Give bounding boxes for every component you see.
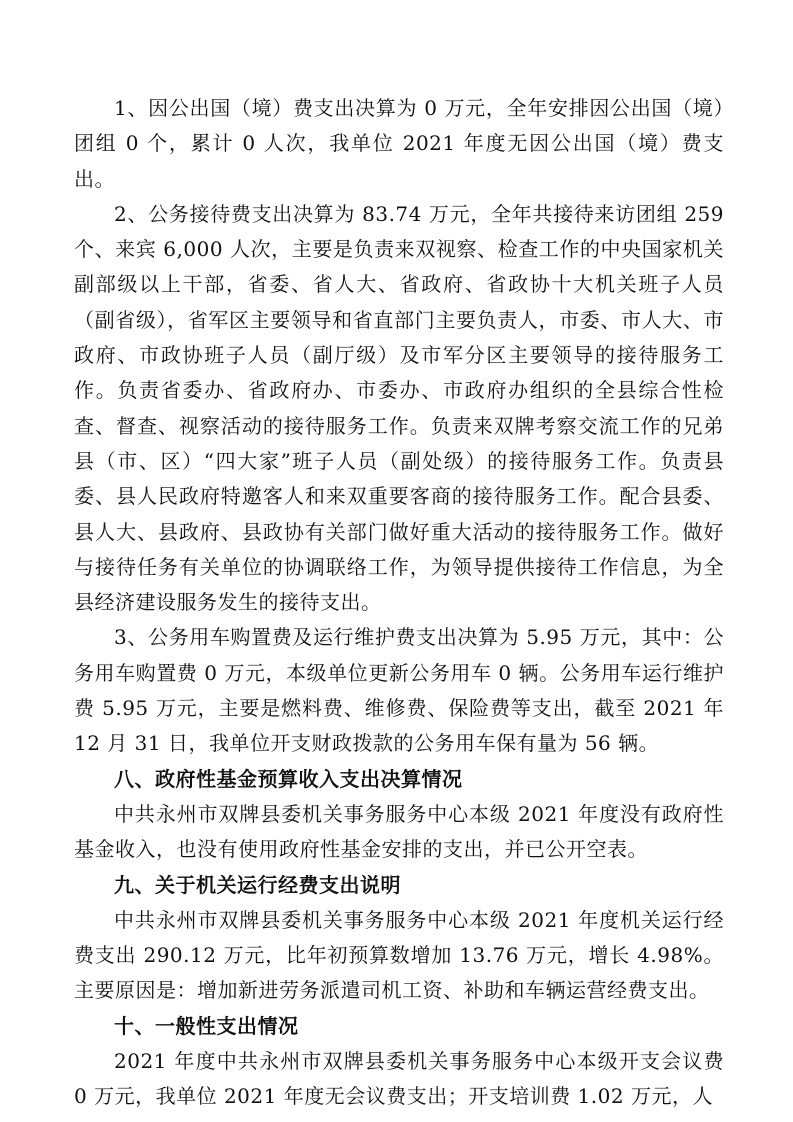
- paragraph-government-fund: 中共永州市双牌县委机关事务服务中心本级 2021 年度没有政府性基金收入，也没有使用政府性基金安排的支出，并已公开空表。: [74, 801, 724, 862]
- section-heading-general-expenses: 十、一般性支出情况: [114, 1013, 299, 1038]
- section-heading-operating-expenses: 九、关于机关运行经费支出说明: [114, 872, 401, 897]
- section-heading-government-fund: 八、政府性基金预算收入支出决算情况: [114, 766, 463, 791]
- paragraph-operating-expenses: 中共永州市双牌县委机关事务服务中心本级 2021 年度机关运行经费支出 290.12 万元，比年初预算数增加 13.76 万元，增长 4.98%。主要原因是：增加新进劳务派遣司机工资、补助和车辆运营经费支出。: [74, 907, 724, 1003]
- paragraph-vehicle-expenses: 3、公务用车购置费及运行维护费支出决算为 5.95 万元，其中：公务用车购置费 0 万元，本级单位更新公务用车 0 辆。公务用车运行维护费 5.95 万元，主要是燃料费、维修费、保险费等支出，截至 2021 年 12 月 31 日，我单位开支财政拨款的公务用车保有量为 56 辆。: [74, 625, 724, 756]
- paragraph-overseas-travel: 1、因公出国（境）费支出决算为 0 万元，全年安排因公出国（境）团组 0 个，累计 0 人次，我单位 2021 年度无因公出国（境）费支出。: [74, 96, 724, 191]
- paragraph-reception-expenses: 2、公务接待费支出决算为 83.74 万元，全年共接待来访团组 259 个、来宾 6,000 人次，主要是负责来双视察、检查工作的中央国家机关副部级以上干部，省委、省人大、省政府、省政协十大机关班子人员（副省级），省军区主要领导和省直部门主要负责人，市委、市人大、市政府、市政协班子人员（副厅级）及市军分区主要领导的接待服务工作。负责省委办、省政府办、市委办、市政府办组织的全县综合性检查、督查、视察活动的接待服务工作。负责来双牌考察交流工作的兄弟县（市、区）“四大家”班子人员（副处级）的接待服务工作。负责县委、县人民政府特邀客人和来双重要客商的接待服务工作。配合县委、县人大、县政府、县政协有关部门做好重大活动的接待服务工作。做好与接待任务有关单位的协调联络工作，为领导提供接待工作信息，为全县经济建设服务发生的接待支出。: [74, 201, 724, 615]
- paragraph-general-expenses: 2021 年度中共永州市双牌县委机关事务服务中心本级开支会议费 0 万元，我单位 2021 年度无会议费支出；开支培训费 1.02 万元，人: [74, 1049, 724, 1109]
- document-body: [74, 91, 724, 1115]
